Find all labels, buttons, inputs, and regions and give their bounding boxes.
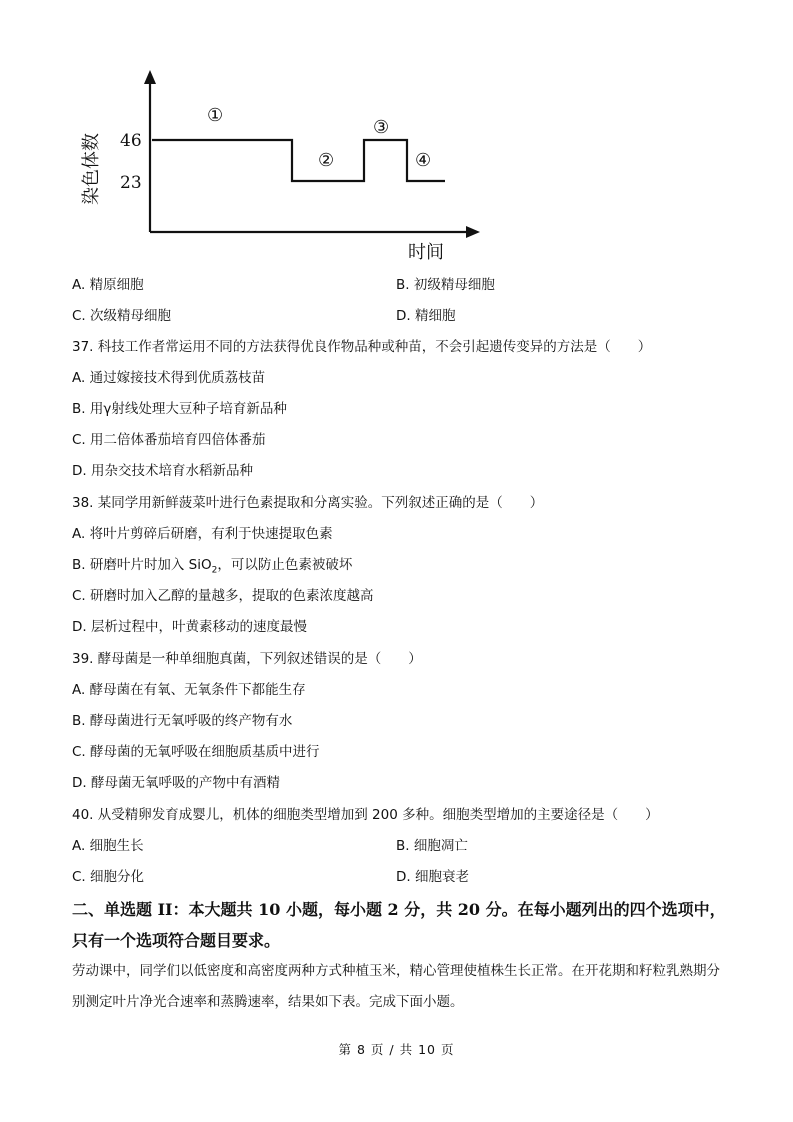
q39-option-a: A. 酵母菌在有氧、无氧条件下都能生存 [72, 682, 306, 698]
chromosome-count-chart [60, 60, 500, 270]
q36-option-d: D. 精细胞 [396, 308, 456, 324]
svg-text:①: ① [207, 105, 224, 126]
q37-option-a: A. 通过嫁接技术得到优质荔枝苗 [72, 370, 266, 386]
svg-text:23: 23 [120, 173, 142, 193]
svg-text:46: 46 [120, 131, 142, 151]
section-heading: 二、单选题 II：本大题共 10 小题，每小题 2 分，共 20 分。在每小题列出的四个选项中，只有一个选项符合题目要求。 [72, 900, 726, 950]
q38-option-a: A. 将叶片剪碎后研磨，有利于快速提取色素 [72, 526, 333, 542]
svg-text:②: ② [318, 150, 335, 171]
q39-stem: 39. 酵母菌是一种单细胞真菌，下列叙述错误的是（ ） [72, 651, 422, 667]
q38-option-d: D. 层析过程中，叶黄素移动的速度最慢 [72, 619, 307, 635]
q37-option-b: B. 用γ射线处理大豆种子培育新品种 [72, 401, 287, 417]
q37-option-c: C. 用二倍体番茄培育四倍体番茄 [72, 432, 266, 448]
q36-option-a: A. 精原细胞 [72, 277, 144, 293]
q38-option-c: C. 研磨时加入乙醇的量越多，提取的色素浓度越高 [72, 588, 374, 604]
q37-stem: 37. 科技工作者常运用不同的方法获得优良作物品种或种苗，不会引起遗传变异的方法是（ ） [72, 339, 652, 355]
svg-text:染色体数: 染色体数 [81, 133, 102, 205]
svg-text:③: ③ [373, 117, 390, 138]
q36-option-b: B. 初级精母细胞 [396, 277, 495, 293]
q40-option-a: A. 细胞生长 [72, 838, 144, 854]
q38-option-b-pre: B. 研磨叶片时加入 SiO [72, 557, 212, 573]
svg-text:时间: 时间 [408, 242, 444, 263]
q38-option-b [72, 555, 352, 581]
q40-option-d: D. 细胞衰老 [396, 869, 469, 885]
svg-text:④: ④ [415, 150, 432, 171]
q40-option-c: C. 细胞分化 [72, 869, 145, 885]
q40-stem: 40. 从受精卵发育成婴儿，机体的细胞类型增加到 200 多种。细胞类型增加的主要途径是（ ） [72, 807, 659, 823]
section-intro: 劳动课中，同学们以低密度和高密度两种方式种植玉米，精心管理使植株生长正常。在开花期和籽粒乳熟期分别测定叶片净光合速率和蒸腾速率，结果如下表。完成下面小题。 [72, 963, 720, 1010]
q40-option-b: B. 细胞凋亡 [396, 838, 468, 854]
q39-option-d: D. 酵母菌无氧呼吸的产物中有酒精 [72, 775, 280, 791]
q37-option-d: D. 用杂交技术培育水稻新品种 [72, 463, 253, 479]
q38-option-b-post: ，可以防止色素被破坏 [217, 557, 353, 573]
q38-option-b-sub: 2 [211, 565, 218, 576]
q36-option-c: C. 次级精母细胞 [72, 308, 172, 324]
q39-option-b: B. 酵母菌进行无氧呼吸的终产物有水 [72, 713, 293, 729]
page-number: 第 8 页 / 共 10 页 [338, 1042, 455, 1057]
q39-option-c: C. 酵母菌的无氧呼吸在细胞质基质中进行 [72, 744, 320, 760]
q38-stem: 38. 某同学用新鲜菠菜叶进行色素提取和分离实验。下列叙述正确的是（ ） [72, 495, 544, 511]
